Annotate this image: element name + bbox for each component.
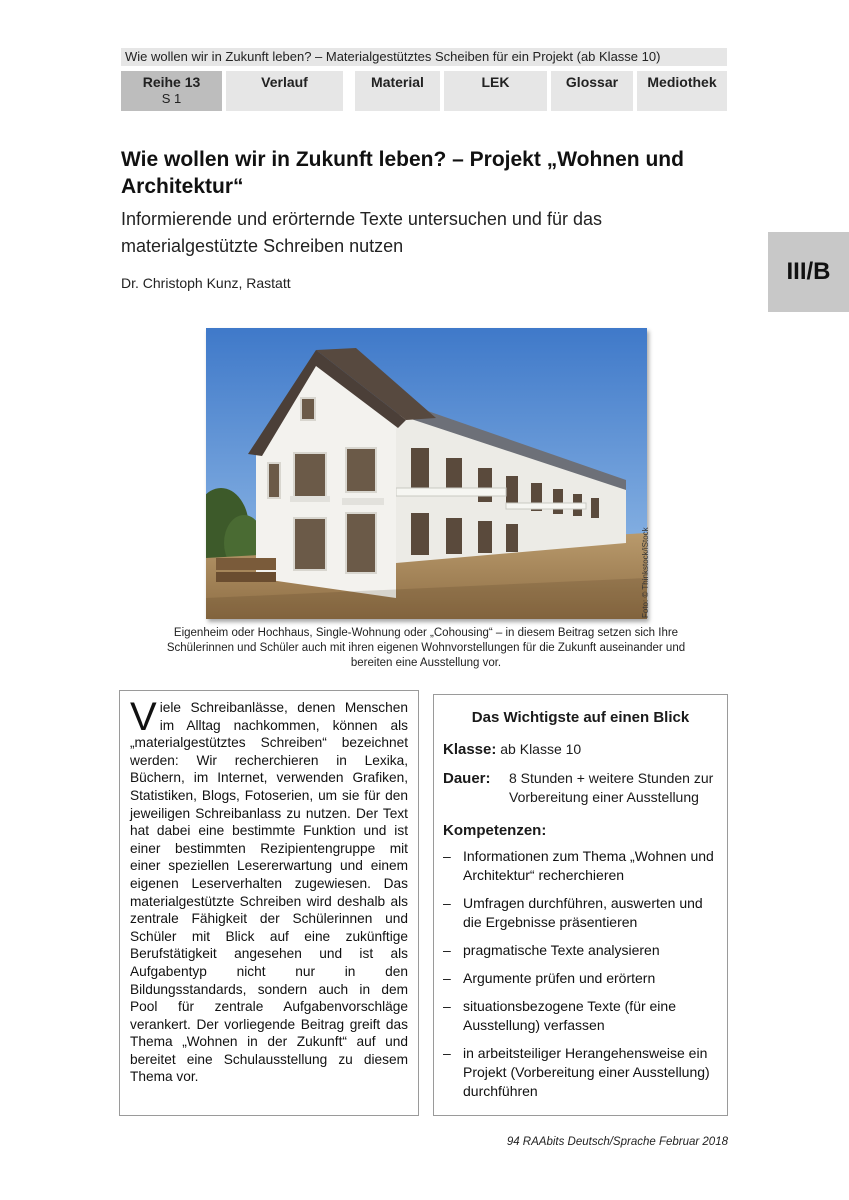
tab-reihe[interactable]: [121, 71, 222, 111]
photo-caption: Eigenheim oder Hochhaus, Single-Wohnung oder „Cohousing“ – in diesem Beitrag setzen sich Ihre Schülerinnen und Schüler auch mit ihren eigenen Wohnvorstellungen für die Zukunft auseinander und bereiten eine Ausstellung vor.: [166, 627, 686, 669]
building-illustration: [206, 328, 647, 619]
tab-mediothek[interactable]: Mediothek: [637, 71, 727, 111]
klasse-value: ab Klasse 10: [500, 741, 582, 757]
building-photo: [206, 328, 647, 619]
page-subtitle: Informierende und erörternde Texte untersuchen und für das materialgestützte Schreiben nutzen: [121, 209, 602, 256]
intro-text: iele Schreibanlässe, denen Menschen im Alltag nachkommen, können als „materialgestütztes Schreiben“ bezeichnet werden: Wir recherchieren in Lexika, Büchern, im Internet, verwenden Grafiken, Statistiken, Blogs, Fotoserien, um sie für den jeweiligen Schreibanlass zu nutzen. Der Text hat dabei eine bestimmte Funktion und ist einer bestimmten Rezipientengruppe mit einer speziellen Lesererwartung und einem eigenen Leserverhalten zugewiesen. Das materialgestützte Schreiben wird deshalb als zentrale Fähigkeit der Schülerinnen und Schüler mit Blick auf eine zukünftige Berufstätigkeit angesehen und ist als Aufgabentyp nicht nur in den Bildungsstandards, sondern auch in dem Pool für zentrale Aufgabenvorschläge verankert. Der vorliegende Beitrag greift das Thema „Wohnen in der Zukunft“ auf und bereitet eine Schulausstellung zu diesem Thema vor.: [130, 700, 408, 1085]
list-item: – Argumente prüfen und erörtern: [443, 970, 656, 986]
dauer-value: 8 Stunden + weitere Stunden zur Vorbereitung einer Ausstellung: [509, 770, 714, 805]
running-header: Wie wollen wir in Zukunft leben? – Materialgestütztes Scheiben für ein Projekt (ab Klasse 10): [121, 48, 727, 66]
overview-box: [433, 694, 728, 1116]
tab-verlauf[interactable]: Verlauf: [226, 71, 343, 111]
list-item: – Umfragen durchführen, auswerten und die Ergebnisse präsentieren: [443, 895, 703, 930]
dauer-label: Dauer:: [443, 770, 491, 787]
kompetenzen-label: Kompetenzen:: [443, 822, 547, 839]
dauer-row: [443, 769, 718, 807]
list-item: – in arbeitsteiliger Herangehensweise ein Projekt (Vorbereitung einer Ausstellung) durchführen: [443, 1045, 710, 1099]
intro-text-block: [130, 695, 408, 1086]
tab-lek[interactable]: LEK: [444, 71, 547, 111]
section-marker: III/B: [768, 232, 849, 312]
tab-material[interactable]: Material: [355, 71, 440, 111]
intro-box: [119, 690, 419, 1116]
tab-reihe-label: Reihe 13: [142, 74, 201, 90]
author: Dr. Christoph Kunz, Rastatt: [121, 275, 291, 291]
photo-credit: Foto: © Thinkstock/iStock: [641, 527, 650, 618]
tab-reihe-page: S 1: [161, 91, 182, 106]
tab-glossar[interactable]: Glossar: [551, 71, 633, 111]
page-footer: 94 RAAbits Deutsch/Sprache Februar 2018: [506, 1136, 728, 1148]
kompetenzen-list: [443, 847, 718, 1101]
list-item: – Informationen zum Thema „Wohnen und Architektur“ recherchieren: [443, 848, 714, 883]
list-item: – pragmatische Texte analysieren: [443, 942, 660, 958]
list-item: – situationsbezogene Texte (für eine Ausstellung) verfassen: [443, 998, 676, 1033]
overview-title: Das Wichtigste auf einen Blick: [471, 709, 690, 726]
nav-tabs: [121, 71, 727, 111]
klasse-label: Klasse:: [443, 741, 497, 758]
dropcap: V: [130, 695, 157, 739]
klasse-row: [443, 740, 718, 759]
page-title: Wie wollen wir in Zukunft leben? – Projekt „Wohnen und Architektur“: [121, 148, 684, 198]
